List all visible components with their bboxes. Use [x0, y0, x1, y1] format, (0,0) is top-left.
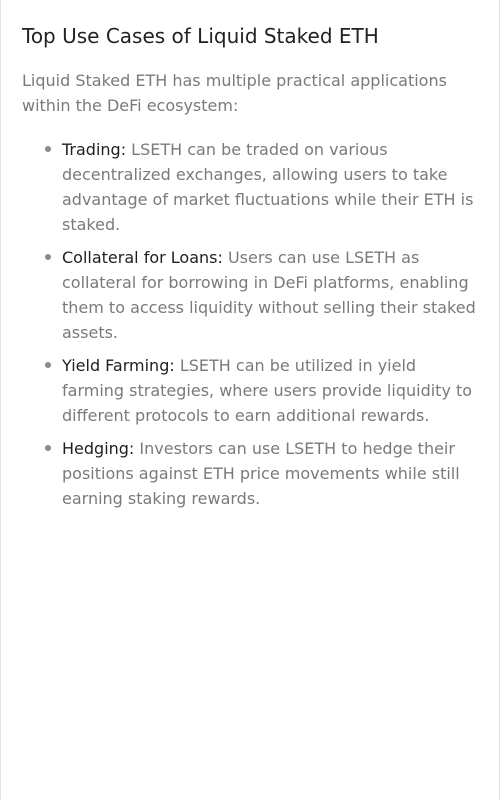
item-description: LSETH can be traded on various decentralized exchanges, allowing users to take advantage of market fluctuations while their ETH is staked.: [62, 140, 474, 234]
list-item-collateral: [62, 245, 479, 345]
item-term: Yield Farming:: [62, 356, 175, 375]
list-item-trading: [62, 137, 479, 237]
section-title: Top Use Cases of Liquid Staked ETH: [22, 24, 379, 48]
item-description: Users can use LSETH as collateral for borrowing in DeFi platforms, enabling them to access liquidity without selling their staked assets.: [62, 248, 476, 342]
list-item-yield-farming: [62, 353, 479, 428]
bullet-icon: [45, 445, 51, 451]
bullet-icon: [45, 254, 51, 260]
item-description: Investors can use LSETH to hedge their positions against ETH price movements while still earning staking rewards.: [62, 439, 460, 508]
item-term: Collateral for Loans:: [62, 248, 223, 267]
intro-paragraph: Liquid Staked ETH has multiple practical applications within the DeFi ecosystem:: [22, 71, 447, 115]
item-term: Trading:: [62, 140, 127, 159]
list-item-hedging: [62, 436, 479, 511]
item-description: LSETH can be utilized in yield farming strategies, where users provide liquidity to different protocols to earn additional rewards.: [62, 356, 473, 425]
bullet-icon: [45, 146, 51, 152]
bullet-icon: [45, 362, 51, 368]
use-case-list: [22, 137, 479, 511]
item-term: Hedging:: [62, 439, 135, 458]
